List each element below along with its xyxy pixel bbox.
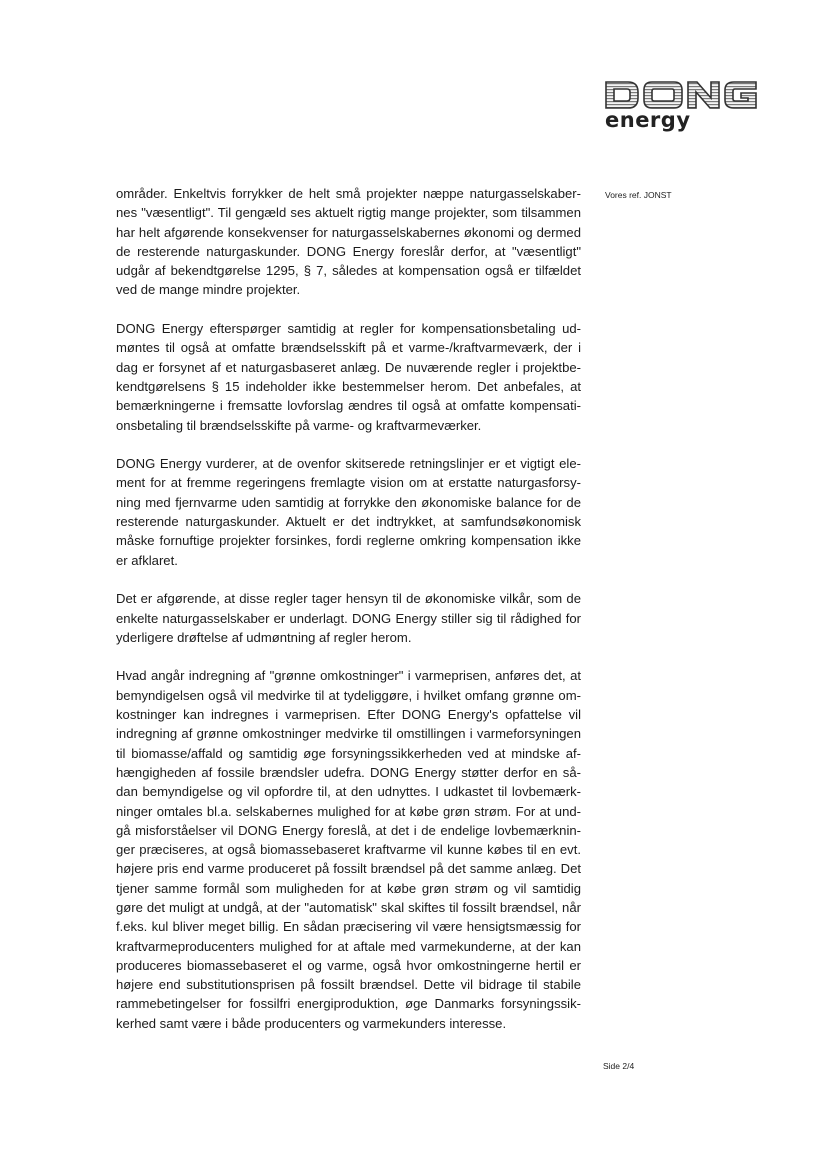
text-line: tjener samme formål som muligheden for at købe grøn strøm og vil samtidig [116,880,581,896]
text-line: enkelte naturgasselskaber er underlagt. DONG Energy stiller sig til rådighed for [116,610,581,626]
energy-wordmark: energy [605,108,691,132]
text-line: kostninger kan indregnes i varmeprisen. Efter DONG Energy's opfattelse vil [116,707,581,723]
body-paragraph [116,184,581,300]
text-line: hængigheden af fossile brændsler udefra. DONG Energy støtter derfor en så- [116,764,581,780]
text-line: yderligere drøftelse af udmøntning af regler herom. [116,629,412,645]
text-line: højere end substitutionsprisen på fossilt brændsel. Dette vil bidrage til stabile [116,977,581,993]
text-line: udgår af bekendtgørelse 1295, § 7, således at kompensation også er tilfældet [116,263,581,279]
body-paragraph [116,454,581,570]
body-paragraph [116,589,581,647]
text-line: resterende naturgaskunder. Aktuelt er det indtrykket, at samfundsøkonomisk [116,514,581,530]
text-line: gå misforståelser vil DONG Energy foreslå, at det i de endelige lovbemærknin- [116,822,581,838]
text-line: har helt afgørende konsekvenser for naturgasselskabernes økonomi og dermed [116,224,581,240]
text-line: rammebetingelser for fossilfri energiproduktion, øge Danmarks forsyningssik- [116,996,581,1012]
text-line: kendtgørelsens § 15 indeholder ikke bestemmelser herom. Det anbefales, at [116,378,581,394]
text-line: DONG Energy efterspørger samtidig at regler for kompensationsbetaling ud- [116,321,581,337]
letter-body [116,184,581,1052]
text-line: kerhed samt være i både producenters og varmekunders interesse. [116,1015,507,1031]
text-line: kraftvarmeproducenters mulighed for at aftale med varmekunderne, at der kan [116,938,581,954]
text-line: Hvad angår indregning af "grønne omkostninger" i varmeprisen, anføres det, at [116,668,581,684]
text-line: bemyndigelsen også vil medvirke til at tydeliggøre, i hvilket omfang grønne om- [116,687,581,703]
text-line: dag er forsynet af et naturgasbaseret anlæg. De nuværende regler i projektbe- [116,359,581,375]
text-line: ger præciseres, at også biomassebaseret kraftvarme vil kunne købes til en evt. [116,842,581,858]
body-paragraph [116,666,581,1033]
page-number: Side 2/4 [603,1061,635,1071]
text-line: nes "væsentligt". Til gengæld ses aktuelt rigtig mange projekter, som tilsammen [116,205,581,221]
text-line: DONG Energy vurderer, at de ovenfor skitserede retningslinjer er et vigtigt ele- [116,456,581,472]
dong-wordmark-text: DONG [604,80,607,81]
text-line: områder. Enkeltvis forrykker de helt små projekter næppe naturgasselskaber- [116,186,581,201]
body-paragraph [116,319,581,435]
text-line: til biomasse/affald og samtidig øge forsyningssikkerheden ved at mindske af- [116,745,581,761]
dong-energy-logo [604,80,760,136]
text-line: Det er afgørende, at disse regler tager hensyn til de økonomiske vilkår, som de [116,591,581,607]
text-line: bemærkningerne i fremsatte lovforslag ændres til også at omfatte kompensati- [116,398,581,414]
text-line: møntes til også at omfatte brændselsskift på et varme-/kraftvarmeværk, der i [116,340,581,356]
text-line: ved de mange mindre projekter. [116,282,301,298]
text-line: ment for at fremme regeringens fremlagte vision om at erstatte naturgasforsy- [116,475,581,491]
text-line: gøre det muligt at undgå, at der "automatisk" skal skiftes til fossilt brændsel, når [116,899,581,915]
text-line: de resterende naturgaskunder. DONG Energy foreslår derfor, at "væsentligt" [116,243,581,259]
text-line: onsbetaling til brændselsskifte på varme- og kraftvarmeværker. [116,417,482,433]
text-line: ning med fjernvarme uden samtidig at forrykke den økonomiske balance for de [116,494,581,510]
text-line: f.eks. kul bliver meget billig. En sådan præcisering vil være hensigtsmæssig for [116,919,581,935]
text-line: produceres biomassebaseret el og varme, også hvor omkostningerne hertil er [116,957,581,973]
text-line: højere pris end varme produceret på fossilt brændsel på det samme anlæg. Det [116,861,581,877]
text-line: dan bemyndigelse og vil opfordre til, at den udnyttes. I udkastet til lovbemærk- [116,784,581,800]
text-line: indregning af grønne omkostninger medvirke til omstillingen i varmeforsyningen [116,726,581,742]
reference-label: Vores ref. JONST [605,190,672,200]
dong-wordmark-graphic [604,80,758,110]
text-line: ninger omtales bl.a. selskabernes mulighed for at købe grøn strøm. For at und- [116,803,581,819]
text-line: er afklaret. [116,552,178,568]
text-line: måske fornuftige projekter forsinkes, fordi reglerne omkring kompensation ikke [116,533,581,549]
